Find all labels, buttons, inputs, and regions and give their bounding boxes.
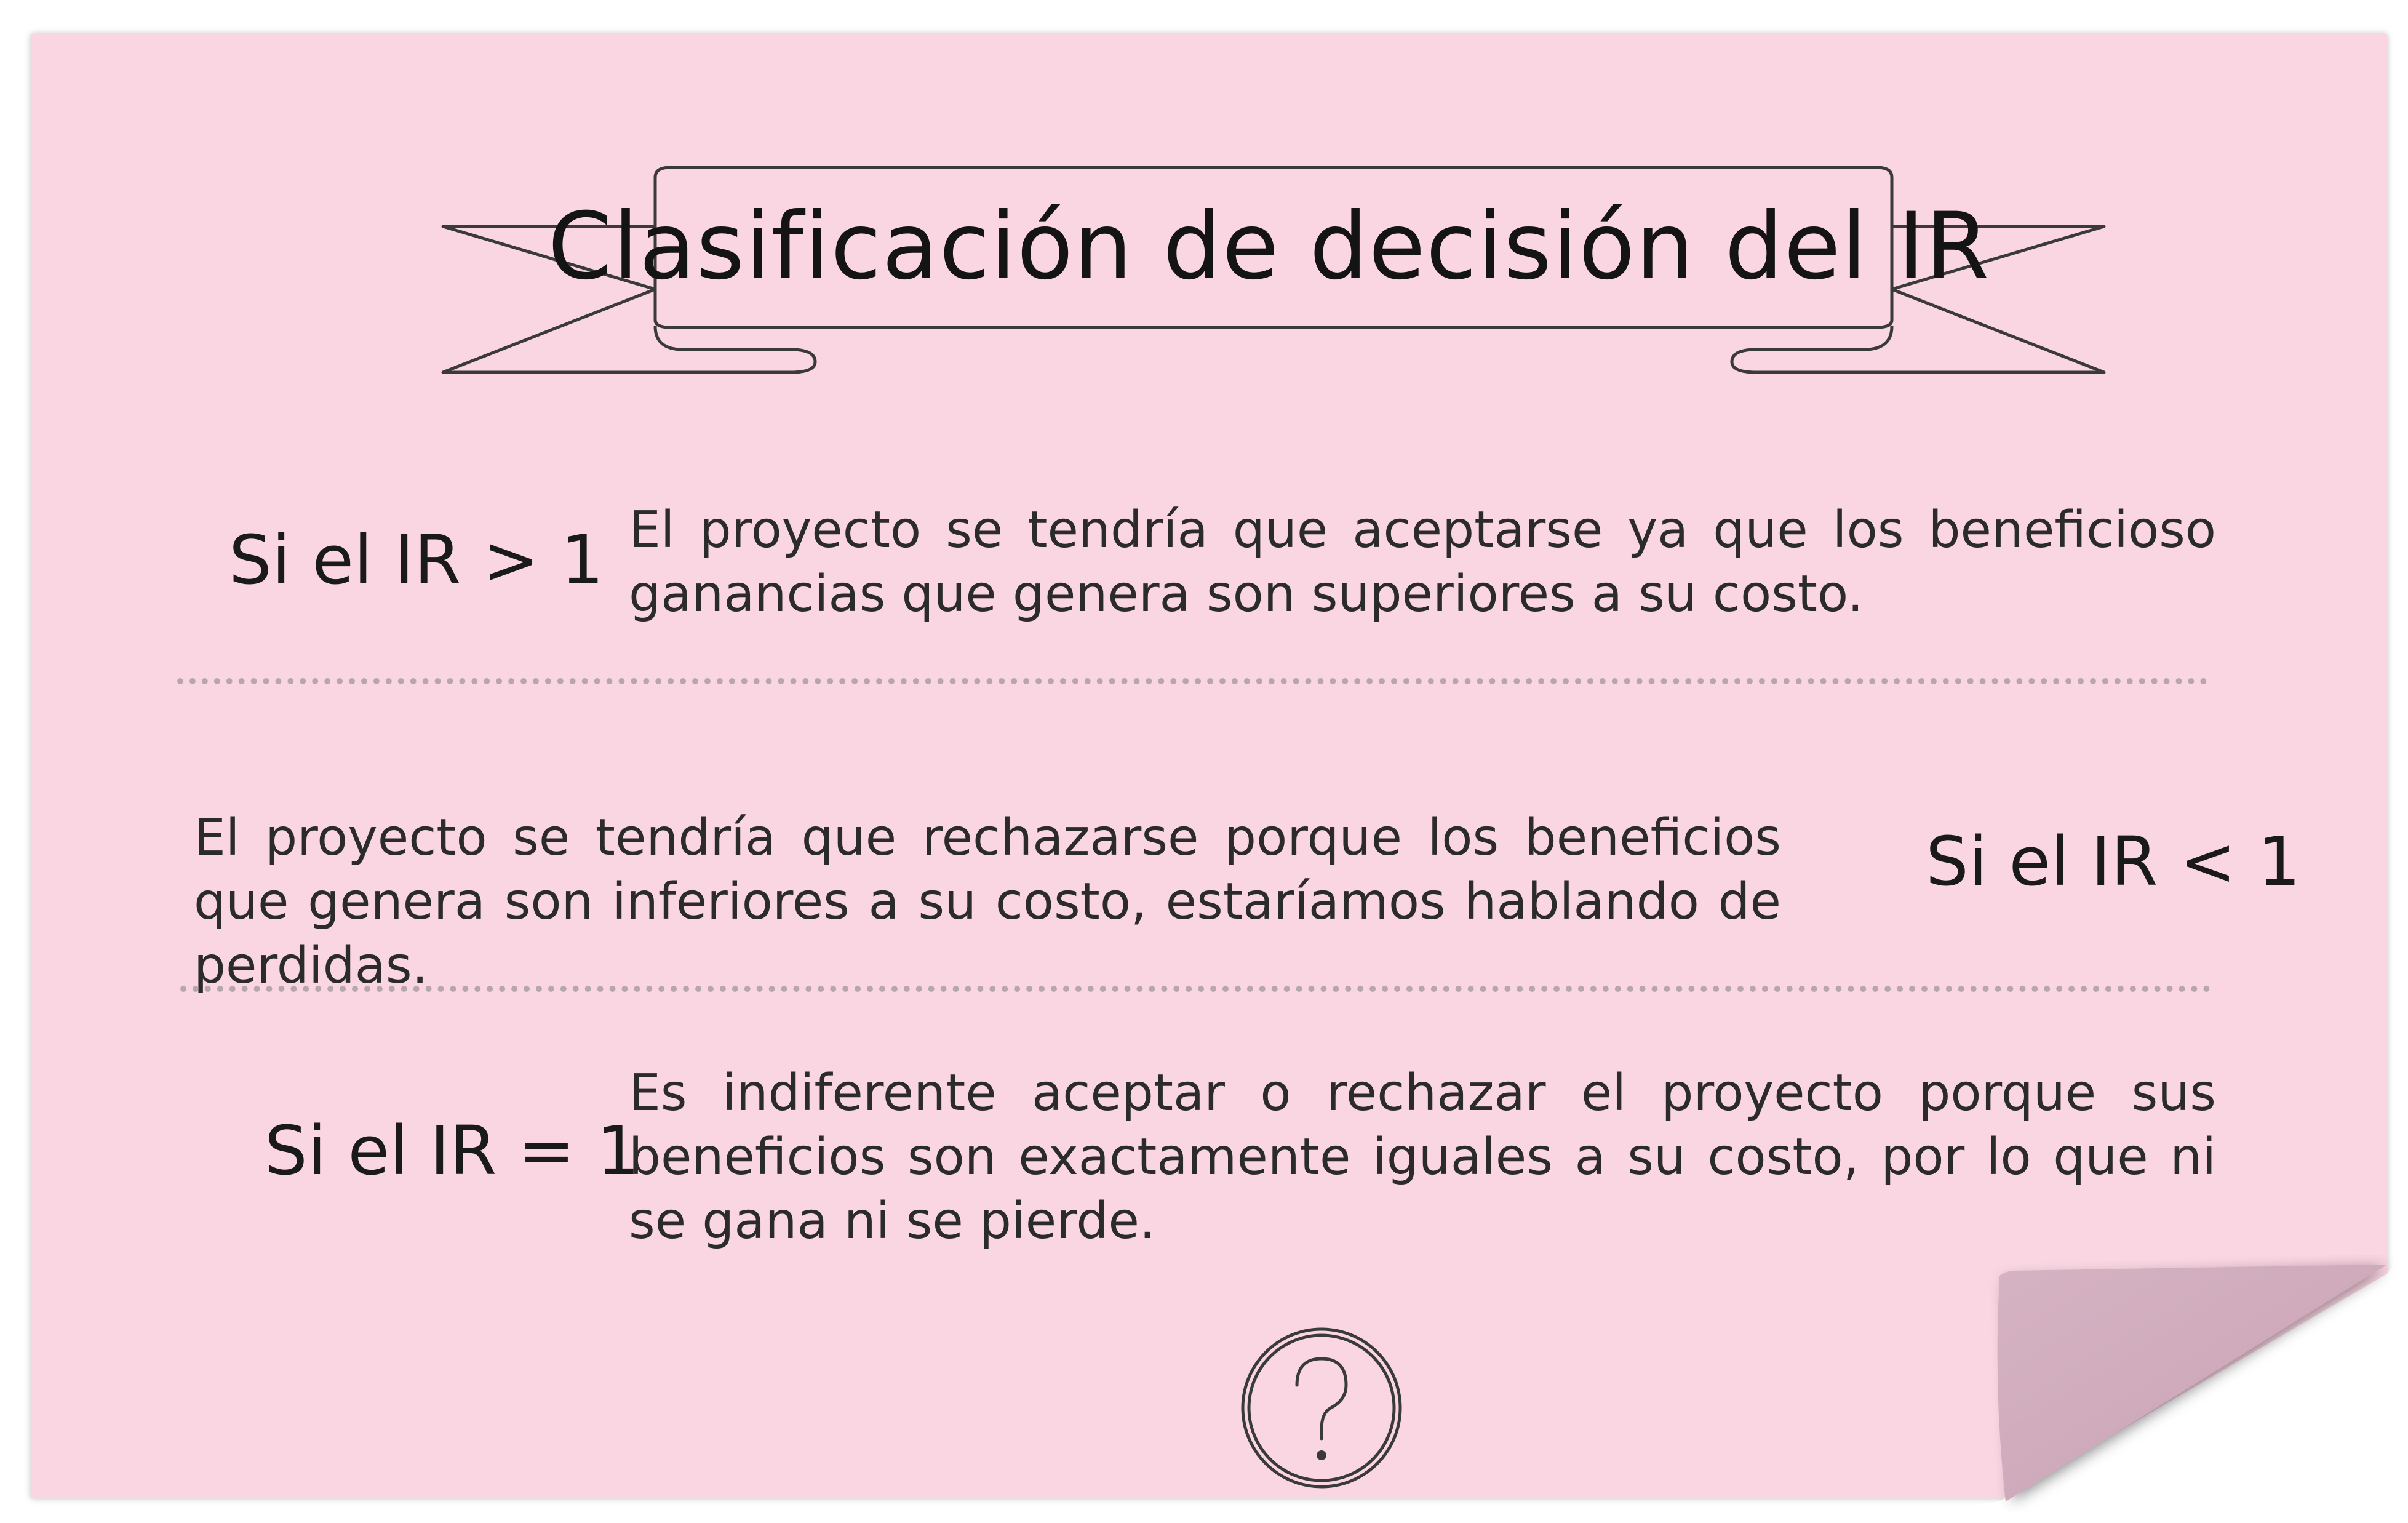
folded-corner bbox=[1932, 1255, 2399, 1514]
condition-equal: Si el IR = 1 bbox=[265, 1111, 640, 1190]
page-title: Clasificación de decisión del IR bbox=[548, 193, 1990, 300]
condition-less: Si el IR < 1 bbox=[1926, 822, 2301, 901]
question-mark-icon bbox=[1238, 1325, 1405, 1491]
divider-1 bbox=[177, 678, 2207, 684]
condition-greater: Si el IR > 1 bbox=[229, 521, 604, 599]
description-equal: Es indiferente aceptar o rechazar el proyecto porque sus beneficios son exactamente iguales a su costo, por lo que ni se gana ni se pierde. bbox=[629, 1064, 2216, 1250]
description-greater: El proyecto se tendría que aceptarse ya que los beneficioso ganancias que genera son superiores a su costo. bbox=[629, 501, 2216, 623]
divider-2 bbox=[180, 986, 2211, 992]
description-less: El proyecto se tendría que rechazarse porque los beneficios que genera son inferiores a su costo, estaríamos hablando de perdidas. bbox=[194, 809, 1781, 995]
